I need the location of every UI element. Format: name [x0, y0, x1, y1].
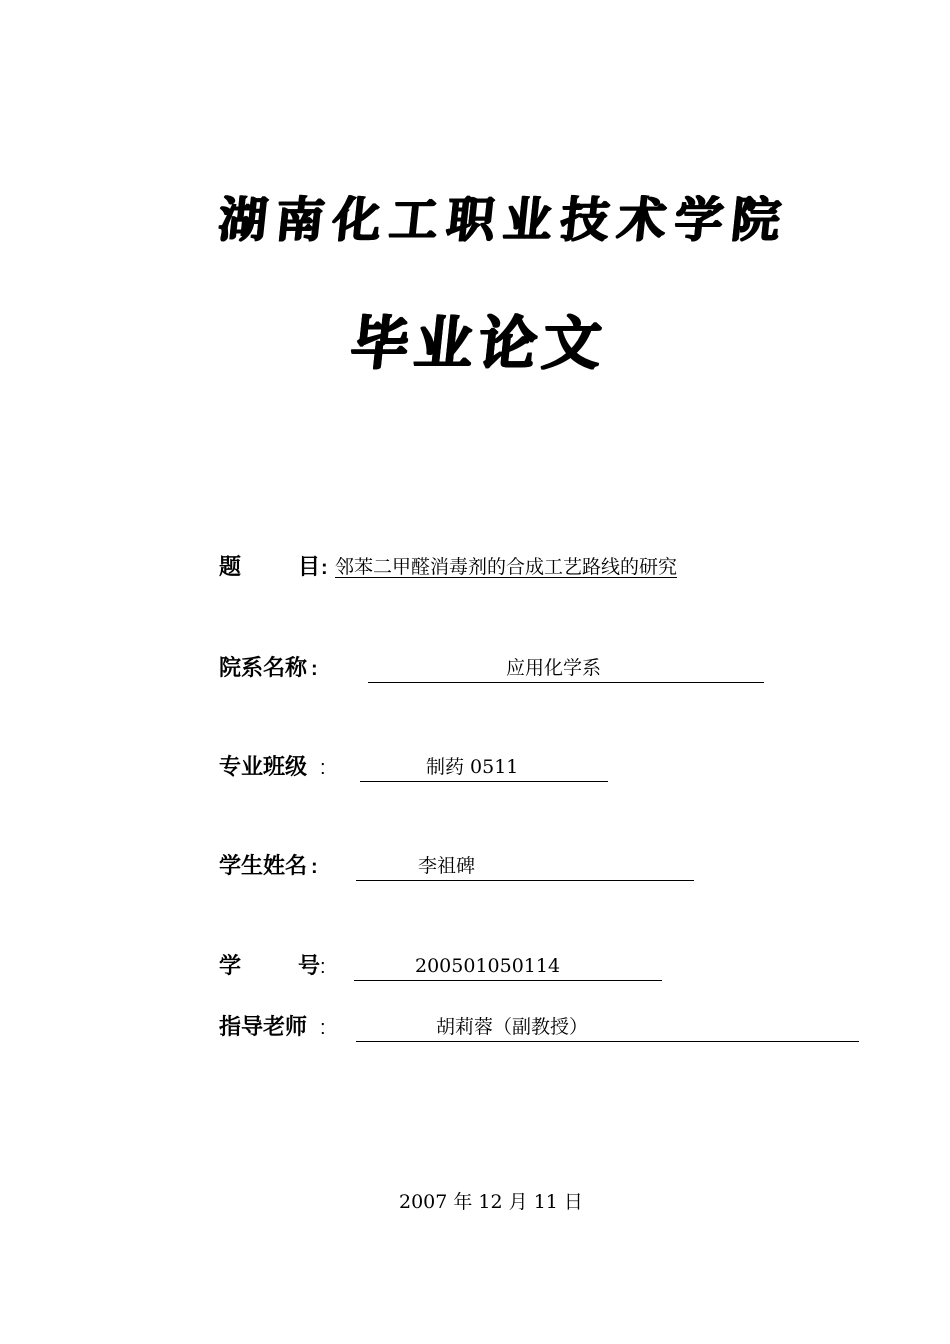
- advisor-value: 胡莉蓉（副教授）: [436, 1016, 589, 1038]
- topic-value: 邻苯二甲醛消毒剂的合成工艺路线的研究: [335, 556, 678, 578]
- topic-field: [335, 553, 765, 581]
- student-id-field: [354, 952, 662, 981]
- major-class-value: 制药 0511: [426, 756, 519, 778]
- topic-label-char-1: 题: [219, 555, 242, 580]
- major-class-row: [219, 753, 619, 783]
- student-name-label: 学生姓名: [219, 854, 308, 879]
- topic-separator: :: [321, 557, 328, 579]
- student-id-label-char-1: 学: [219, 954, 242, 979]
- student-id-row: [219, 952, 669, 982]
- student-id-separator: :: [320, 956, 326, 978]
- student-name-row: [219, 852, 699, 882]
- advisor-separator: :: [320, 1017, 326, 1039]
- submission-date: 2007 年 12 月 11 日: [399, 1191, 583, 1213]
- major-class-label: 专业班级: [219, 755, 308, 780]
- topic-row: [219, 553, 779, 583]
- department-field: [368, 654, 764, 683]
- advisor-label: 指导老师: [219, 1015, 308, 1040]
- department-label: 院系名称: [219, 656, 308, 681]
- student-name-field: [356, 852, 694, 881]
- student-id-label-char-2: 号: [298, 954, 321, 979]
- advisor-field: [356, 1013, 859, 1042]
- student-name-value: 李祖碑: [418, 855, 476, 877]
- department-value: 应用化学系: [506, 657, 602, 679]
- student-id-value: 200501050114: [415, 955, 561, 977]
- department-separator: :: [311, 658, 318, 680]
- advisor-row: [219, 1013, 869, 1043]
- document-type-title: 毕业论文: [346, 309, 610, 377]
- major-class-separator: :: [320, 757, 326, 779]
- department-row: [219, 654, 779, 684]
- major-class-field: [360, 753, 608, 782]
- topic-label-char-2: 目: [298, 555, 321, 580]
- college-name-title: 湖南化工职业技术学院: [215, 192, 791, 248]
- student-name-separator: :: [311, 856, 318, 878]
